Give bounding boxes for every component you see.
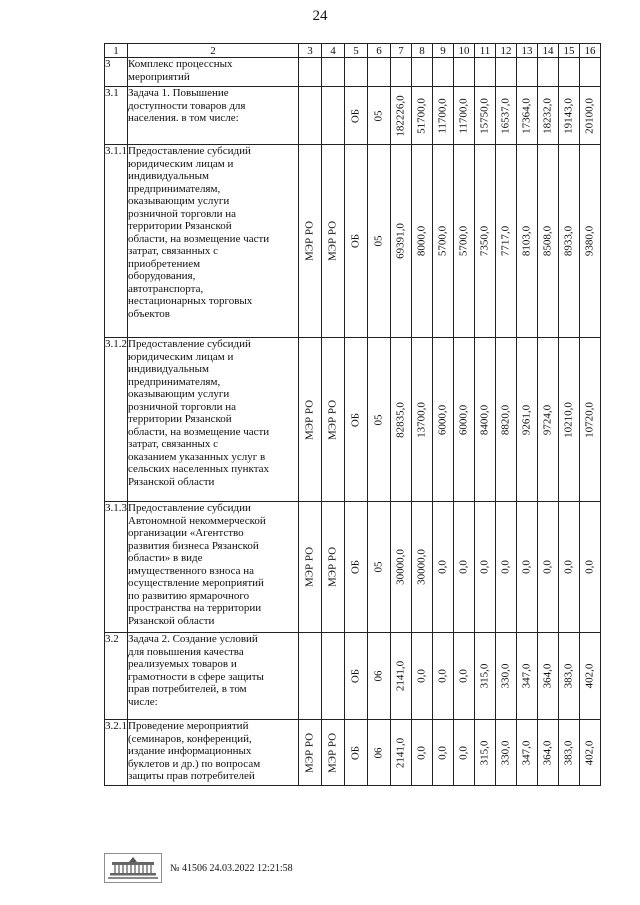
amount-cell-col-9 [433, 145, 454, 338]
amount-cell-col-13 [517, 87, 538, 145]
amount-cell-col-7 [391, 720, 412, 786]
amount-cell-col-11 [475, 87, 496, 145]
row-description [128, 87, 299, 145]
amount-value: 51700,0 [415, 97, 428, 134]
amount-value: 69391,0 [394, 223, 407, 259]
description-line: области, на возмещение части [128, 232, 270, 245]
description-line: по развитию ярмарочного [128, 589, 250, 602]
amount-value: 0,0 [499, 560, 512, 574]
page-number: 24 [312, 8, 328, 24]
budget-code: 05 [372, 561, 385, 573]
amount-value: 347,0 [520, 663, 533, 689]
amount-value: 0,0 [541, 560, 554, 574]
column-header-10: 10 [454, 44, 475, 58]
amount-cell-col-16 [580, 58, 601, 87]
funding-source: ОБ [349, 412, 362, 427]
amount-cell-col-12 [496, 87, 517, 145]
table-row [105, 502, 601, 633]
responsible-executor-cell [299, 502, 322, 633]
amount-cell-col-15 [559, 720, 580, 786]
column-header-14: 14 [538, 44, 559, 58]
amount-cell-col-12 [496, 58, 517, 87]
column-header-6: 6 [368, 44, 391, 58]
amount-value: 402,0 [583, 740, 596, 765]
description-line: объектов [128, 307, 170, 320]
amount-value: 20100,0 [583, 97, 596, 134]
amount-value: 2141,0 [394, 660, 407, 692]
responsible-executor-cell [299, 58, 322, 87]
amount-cell-col-9 [433, 87, 454, 145]
funding-source-cell [345, 87, 368, 145]
responsible-executor-cell [299, 338, 322, 502]
amount-value: 0,0 [520, 560, 533, 574]
header-row [105, 44, 601, 58]
amount-cell-col-10 [454, 338, 475, 502]
budget-code-cell [368, 502, 391, 633]
amount-value: 347,0 [520, 740, 533, 765]
amount-value: 8933,0 [562, 225, 575, 257]
budget-code: 06 [372, 670, 385, 682]
funding-source-cell [345, 633, 368, 720]
column-header-9: 9 [433, 44, 454, 58]
amount-cell-col-14 [538, 633, 559, 720]
description-line: Рязанской области [128, 614, 215, 627]
column-header-16: 16 [580, 44, 601, 58]
amount-cell-col-16 [580, 87, 601, 145]
co-executor-cell [322, 58, 345, 87]
row-number: 3.1.2 [105, 338, 128, 502]
description-line: автотранспорта, [128, 282, 204, 295]
co-executor: МЭР РО [326, 220, 339, 262]
description-line: приобретением [128, 257, 201, 270]
row-description [128, 720, 299, 786]
amount-value: 0,0 [436, 560, 449, 574]
responsible-executor-cell [299, 720, 322, 786]
budget-code-cell [368, 87, 391, 145]
amount-cell-col-7 [391, 338, 412, 502]
funding-source-cell [345, 145, 368, 338]
description-line: населения. в том числе: [128, 112, 239, 124]
amount-cell-col-16 [580, 633, 601, 720]
co-executor: МЭР РО [326, 732, 339, 773]
amount-cell-col-8 [412, 58, 433, 87]
amount-cell-col-16 [580, 502, 601, 633]
amount-cell-col-15 [559, 338, 580, 502]
description-line: сельских населенных пунктах [128, 463, 270, 475]
amount-cell-col-14 [538, 720, 559, 786]
amount-value: 7350,0 [478, 225, 491, 257]
amount-cell-col-13 [517, 720, 538, 786]
table-row [105, 338, 601, 502]
description-line: Задача 1. Повышение [128, 87, 229, 99]
description-line: буклетов и др.) по вопросам [128, 757, 261, 770]
funding-source-cell [345, 338, 368, 502]
amount-value: 9261,0 [520, 404, 533, 435]
amount-cell-col-10 [454, 502, 475, 633]
description-line: защиты прав потребителей [128, 770, 255, 782]
amount-cell-col-10 [454, 145, 475, 338]
amount-cell-col-16 [580, 145, 601, 338]
funding-source-cell [345, 58, 368, 87]
description-line: развития бизнеса Рязанской [128, 539, 259, 552]
amount-value: 5700,0 [436, 225, 449, 257]
amount-cell-col-15 [559, 633, 580, 720]
amount-value: 315,0 [478, 740, 491, 765]
description-line: затрат, связанных с [128, 245, 218, 257]
column-header-13: 13 [517, 44, 538, 58]
amount-cell-col-8 [412, 145, 433, 338]
row-number: 3.2.1 [105, 720, 128, 786]
budget-code-cell [368, 720, 391, 786]
amount-value: 7717,0 [499, 225, 512, 257]
amount-cell-col-15 [559, 145, 580, 338]
amount-value: 30000,0 [394, 549, 407, 585]
description-line: области» в виде [128, 552, 203, 564]
amount-value: 82835,0 [394, 401, 407, 438]
amount-value: 364,0 [541, 663, 554, 689]
column-header-4: 4 [322, 44, 345, 58]
amount-cell-col-7 [391, 633, 412, 720]
amount-value: 315,0 [478, 663, 491, 689]
amount-cell-col-9 [433, 338, 454, 502]
funding-source-cell [345, 502, 368, 633]
amount-cell-col-14 [538, 338, 559, 502]
budget-code: 05 [372, 235, 385, 247]
amount-cell-col-12 [496, 633, 517, 720]
description-line: розничной торговли на [128, 207, 237, 220]
amount-cell-col-11 [475, 720, 496, 786]
amount-value: 0,0 [415, 669, 428, 683]
row-description [128, 633, 299, 720]
description-line: оказывающим услуги [128, 195, 230, 207]
program-table [104, 43, 601, 786]
amount-value: 383,0 [562, 740, 575, 765]
amount-value: 0,0 [457, 669, 470, 683]
column-header-2: 2 [128, 44, 299, 58]
footer [104, 853, 524, 883]
amount-cell-col-10 [454, 58, 475, 87]
budget-code: 06 [372, 747, 385, 758]
description-line: Комплекс процессных [128, 58, 233, 70]
co-executor-cell [322, 633, 345, 720]
amount-cell-col-13 [517, 633, 538, 720]
amount-value: 0,0 [436, 745, 449, 760]
government-building-stamp-icon [104, 853, 162, 883]
table-row [105, 633, 601, 720]
amount-cell-col-7 [391, 502, 412, 633]
description-line: организации «Агентство [128, 527, 244, 539]
column-header-1: 1 [105, 44, 128, 58]
column-header-7: 7 [391, 44, 412, 58]
table-row [105, 145, 601, 338]
amount-cell-col-8 [412, 338, 433, 502]
amount-value: 18232,0 [541, 97, 554, 134]
amount-value: 8103,0 [520, 225, 533, 257]
amount-cell-col-7 [391, 145, 412, 338]
amount-cell-col-11 [475, 502, 496, 633]
amount-value: 8820,0 [499, 404, 512, 435]
row-description [128, 145, 299, 338]
co-executor-cell [322, 338, 345, 502]
description-line: предпринимателям, [128, 375, 221, 388]
amount-value: 6000,0 [436, 404, 449, 435]
amount-value: 364,0 [541, 740, 554, 765]
amount-value: 0,0 [415, 745, 428, 760]
column-header-15: 15 [559, 44, 580, 58]
amount-cell-col-9 [433, 502, 454, 633]
co-executor: МЭР РО [326, 546, 339, 588]
amount-cell-col-15 [559, 58, 580, 87]
budget-code-cell [368, 338, 391, 502]
amount-cell-col-7 [391, 87, 412, 145]
description-line: розничной торговли на [128, 400, 237, 413]
responsible-executor: МЭР РО [303, 546, 316, 588]
description-line: затрат, связанных с [128, 438, 218, 450]
amount-value: 8400,0 [478, 404, 491, 435]
table-row [105, 58, 601, 87]
amount-cell-col-16 [580, 720, 601, 786]
amount-value: 0,0 [457, 560, 470, 574]
amount-value: 30000,0 [415, 549, 428, 585]
amount-value: 2141,0 [394, 737, 407, 768]
amount-cell-col-12 [496, 720, 517, 786]
description-line: юридическим лицам и [128, 350, 234, 363]
amount-value: 8000,0 [415, 225, 428, 257]
amount-cell-col-14 [538, 145, 559, 338]
description-line: доступности товаров для [128, 99, 246, 112]
amount-cell-col-10 [454, 633, 475, 720]
description-line: территории Рязанской [128, 220, 232, 232]
co-executor-cell [322, 720, 345, 786]
amount-cell-col-12 [496, 145, 517, 338]
row-number: 3.1.1 [105, 145, 128, 338]
amount-cell-col-9 [433, 633, 454, 720]
amount-value: 0,0 [583, 560, 596, 574]
column-header-11: 11 [475, 44, 496, 58]
amount-cell-col-15 [559, 502, 580, 633]
amount-value: 8508,0 [541, 225, 554, 257]
amount-value: 10210,0 [562, 401, 575, 438]
description-line: предпринимателям, [128, 182, 221, 195]
responsible-executor: МЭР РО [303, 732, 316, 773]
budget-code-cell [368, 145, 391, 338]
amount-value: 0,0 [457, 745, 470, 760]
amount-value: 10720,0 [583, 401, 596, 438]
table-row [105, 87, 601, 145]
funding-source: ОБ [349, 108, 362, 123]
amount-value: 5700,0 [457, 225, 470, 257]
row-description [128, 502, 299, 633]
amount-value: 9724,0 [541, 404, 554, 435]
amount-cell-col-10 [454, 87, 475, 145]
responsible-executor-cell [299, 633, 322, 720]
amount-value: 11700,0 [436, 97, 449, 134]
row-number: 3.1 [105, 87, 128, 145]
column-header-8: 8 [412, 44, 433, 58]
description-line: имущественного взноса на [128, 564, 255, 577]
row-number: 3.1.3 [105, 502, 128, 633]
budget-code-cell [368, 633, 391, 720]
amount-cell-col-13 [517, 58, 538, 87]
amount-value: 19143,0 [562, 97, 575, 134]
co-executor: МЭР РО [326, 399, 339, 440]
amount-cell-col-14 [538, 58, 559, 87]
amount-value: 17364,0 [520, 97, 533, 134]
amount-cell-col-9 [433, 58, 454, 87]
row-number: 3.2 [105, 633, 128, 720]
amount-cell-col-9 [433, 720, 454, 786]
row-description [128, 338, 299, 502]
amount-cell-col-14 [538, 87, 559, 145]
amount-value: 15750,0 [478, 97, 491, 134]
co-executor-cell [322, 145, 345, 338]
amount-value: 402,0 [583, 663, 596, 689]
budget-code: 05 [372, 414, 385, 425]
amount-cell-col-11 [475, 633, 496, 720]
description-line: пространства на территории [128, 602, 262, 614]
amount-value: 0,0 [436, 669, 449, 683]
amount-cell-col-8 [412, 87, 433, 145]
description-line: оборудования, [128, 270, 196, 282]
column-header-12: 12 [496, 44, 517, 58]
description-line: Проведение мероприятий [128, 720, 249, 732]
description-line: оказывающим услуги [128, 388, 230, 400]
description-line: Рязанской области [128, 475, 215, 488]
funding-source: ОБ [349, 233, 362, 249]
amount-value: 16537,0 [499, 97, 512, 134]
amount-cell-col-12 [496, 502, 517, 633]
description-line: нестационарных торговых [128, 295, 253, 307]
amount-value: 383,0 [562, 663, 575, 689]
funding-source-cell [345, 720, 368, 786]
amount-cell-col-14 [538, 502, 559, 633]
amount-value: 330,0 [499, 740, 512, 765]
responsible-executor: МЭР РО [303, 220, 316, 262]
amount-cell-col-13 [517, 338, 538, 502]
co-executor-cell [322, 87, 345, 145]
description-line: грамотности в сфере защиты [128, 670, 264, 683]
responsible-executor-cell [299, 145, 322, 338]
amount-cell-col-11 [475, 145, 496, 338]
description-line: издание информационных [128, 745, 252, 757]
description-line: Автономной некоммерческой [128, 514, 266, 527]
amount-cell-col-8 [412, 720, 433, 786]
amount-cell-col-11 [475, 338, 496, 502]
description-line: юридическим лицам и [128, 157, 234, 170]
amount-cell-col-7 [391, 58, 412, 87]
description-line: мероприятий [128, 70, 190, 83]
amount-value: 330,0 [499, 663, 512, 689]
amount-cell-col-8 [412, 502, 433, 633]
responsible-executor: МЭР РО [303, 399, 316, 440]
description-line: индивидуальным [128, 363, 210, 375]
budget-code-cell [368, 58, 391, 87]
row-number: 3 [105, 58, 128, 87]
funding-source: ОБ [349, 745, 362, 760]
description-line: территории Рязанской [128, 413, 232, 425]
table-row [105, 720, 601, 786]
budget-code: 05 [372, 110, 385, 121]
description-line: Задача 2. Создание условий [128, 633, 258, 645]
amount-cell-col-12 [496, 338, 517, 502]
amount-value: 182226,0 [394, 94, 407, 137]
amount-value: 13700,0 [415, 401, 428, 438]
column-header-3: 3 [299, 44, 322, 58]
description-line: Предоставление субсидий [128, 338, 251, 350]
amount-cell-col-11 [475, 58, 496, 87]
description-line: прав потребителей, в том [128, 683, 247, 695]
amount-value: 0,0 [478, 560, 491, 574]
description-line: для повышения качества [128, 645, 244, 658]
amount-value: 11700,0 [457, 97, 470, 134]
description-line: Предоставление субсидий [128, 145, 251, 157]
description-line: Предоставление субсидии [128, 502, 251, 514]
description-line: осуществление мероприятий [128, 577, 264, 589]
column-header-5: 5 [345, 44, 368, 58]
amount-cell-col-15 [559, 87, 580, 145]
row-description [128, 58, 299, 87]
amount-cell-col-8 [412, 633, 433, 720]
description-line: области, на возмещение части [128, 425, 270, 438]
amount-cell-col-13 [517, 145, 538, 338]
description-line: (семинаров, конференций, [128, 732, 252, 745]
funding-source: ОБ [349, 668, 362, 684]
description-line: числе: [128, 695, 158, 708]
amount-value: 9380,0 [583, 225, 596, 257]
funding-source: ОБ [349, 559, 362, 575]
description-line: индивидуальным [128, 170, 210, 182]
co-executor-cell [322, 502, 345, 633]
amount-cell-col-16 [580, 338, 601, 502]
amount-value: 6000,0 [457, 404, 470, 435]
amount-cell-col-13 [517, 502, 538, 633]
document-registration-info: № 41506 24.03.2022 12:21:58 [170, 863, 293, 874]
amount-cell-col-10 [454, 720, 475, 786]
description-line: оказанием указанных услуг в [128, 450, 266, 463]
responsible-executor-cell [299, 87, 322, 145]
description-line: реализуемых товаров и [128, 658, 237, 670]
amount-value: 0,0 [562, 560, 575, 574]
